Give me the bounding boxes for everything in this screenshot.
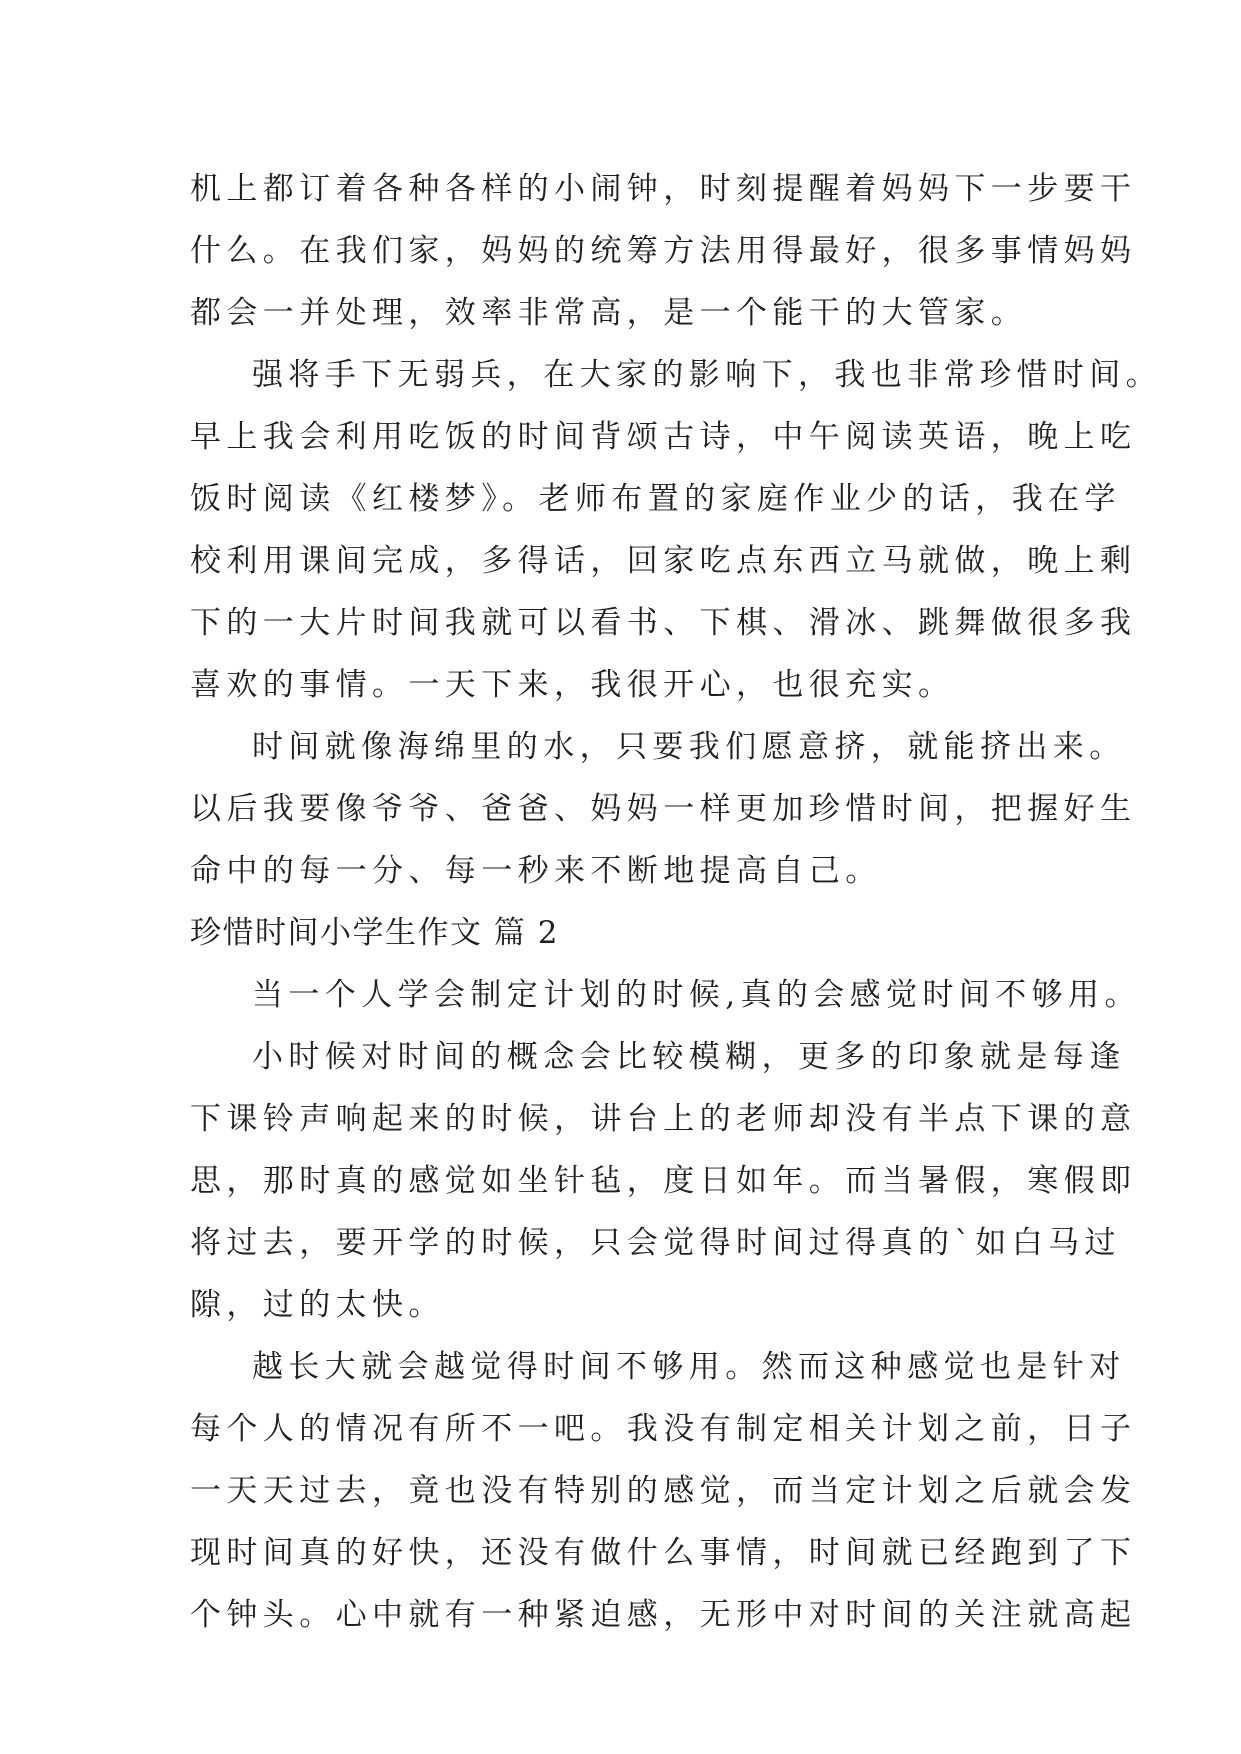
text-line: 当一个人学会制定计划的时候,真的会感觉时间不够用。: [252, 977, 1141, 1013]
text-line: 饭时阅读《红楼梦》。老师布置的家庭作业少的话，我在学: [190, 481, 1121, 517]
text-line: 隙，过的太快。: [190, 1287, 445, 1323]
text-line: 都会一并处理，效率非常高，是一个能干的大管家。: [190, 295, 1028, 331]
text-line: 什么。在我们家，妈妈的统筹方法用得最好，很多事情妈妈: [190, 233, 1137, 269]
text-line: 每个人的情况有所不一吧。我没有制定相关计划之前，日子: [190, 1411, 1137, 1447]
text-line: 下的一大片时间我就可以看书、下棋、滑冰、跳舞做很多我: [190, 605, 1137, 641]
text-line: 机上都订着各种各样的小闹钟，时刻提醒着妈妈下一步要干: [190, 171, 1137, 207]
text-line: 一天天过去，竟也没有特别的感觉，而当定计划之后就会发: [190, 1473, 1137, 1509]
text-line: 下课铃声响起来的时候，讲台上的老师却没有半点下课的意: [190, 1101, 1137, 1137]
text-line: 将过去，要开学的时候，只会觉得时间过得真的`如白马过: [190, 1225, 1121, 1261]
document-body: [190, 158, 1162, 1646]
text-line: 时间就像海绵里的水，只要我们愿意挤，就能挤出来。: [252, 729, 1126, 765]
section-heading: 珍惜时间小学生作文 篇 2: [190, 915, 559, 951]
text-line: 喜欢的事情。一天下来，我很开心，也很充实。: [190, 667, 955, 703]
text-line: 以后我要像爷爷、爸爸、妈妈一样更加珍惜时间，把握好生: [190, 791, 1137, 827]
text-line: 越长大就会越觉得时间不够用。然而这种感觉也是针对: [252, 1349, 1126, 1385]
text-line: 命中的每一分、每一秒来不断地提高自己。: [190, 853, 882, 889]
text-line: 个钟头。心中就有一种紧迫感，无形中对时间的关注就高起: [190, 1597, 1137, 1633]
text-line: 早上我会利用吃饭的时间背颂古诗，中午阅读英语，晚上吃: [190, 419, 1137, 455]
text-line: 思，那时真的感觉如坐针毡，度日如年。而当暑假，寒假即: [190, 1163, 1137, 1199]
text-line: 校利用课间完成，多得话，回家吃点东西立马就做，晚上剩: [190, 543, 1137, 579]
text-line: 现时间真的好快，还没有做什么事情，时间就已经跑到了下: [190, 1535, 1137, 1571]
text-line: 强将手下无弱兵，在大家的影响下，我也非常珍惜时间。: [252, 357, 1162, 393]
text-line: 小时候对时间的概念会比较模糊，更多的印象就是每逢: [252, 1039, 1126, 1075]
